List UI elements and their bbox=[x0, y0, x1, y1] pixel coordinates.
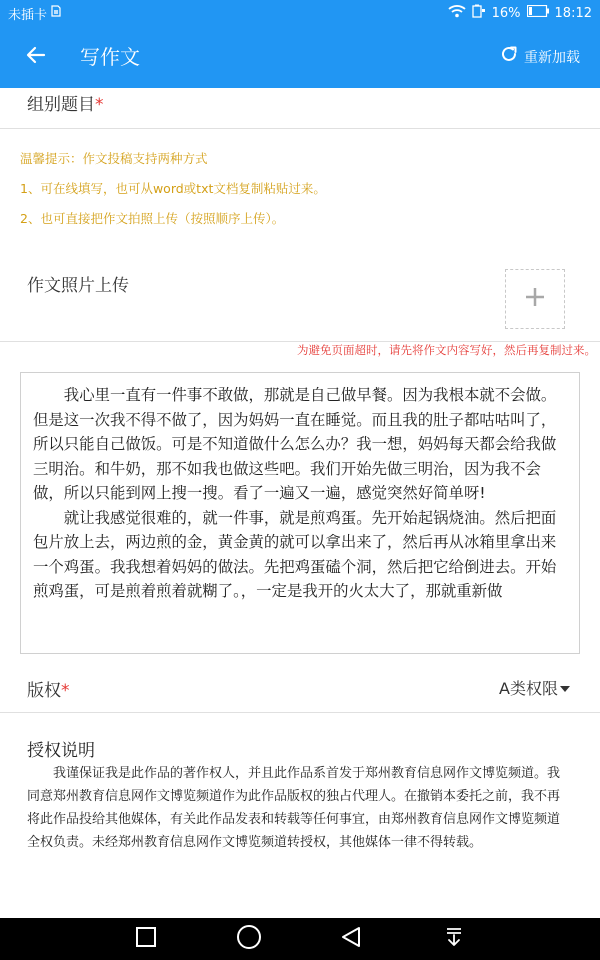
clock: 18:12 bbox=[554, 5, 592, 21]
essay-paragraph-2: 就让我感觉很难的，就一件事，就是煎鸡蛋。先开始起锅烧油。然后把面包片放上去，两边煎的金，黄金黄的就可以拿出来了，然后再从冰箱里拿出来一个鸡蛋。我我想着妈妈的做法。先把鸡蛋磕个洞，然后把它给倒进去。开始煎鸡蛋，可是煎着煎着就糊了。，一定是我开的火太大了，那就重新做 bbox=[33, 508, 557, 600]
nav-recent-button[interactable] bbox=[132, 925, 160, 953]
app-bar bbox=[0, 26, 600, 88]
nav-back-button[interactable] bbox=[337, 925, 365, 953]
status-bar bbox=[0, 0, 600, 26]
photo-upload-label: 作文照片上传 bbox=[27, 276, 129, 296]
copyright-row bbox=[0, 670, 600, 713]
plus-icon bbox=[524, 286, 546, 312]
form-content[interactable] bbox=[0, 88, 600, 918]
nav-notifications-button[interactable] bbox=[440, 925, 468, 953]
nav-home-button[interactable] bbox=[235, 925, 263, 953]
status-bar-left bbox=[8, 4, 61, 23]
copyright-value: A类权限 bbox=[499, 679, 558, 698]
authorization-text: 我谨保证我是此作品的著作权人，并且此作品系首发于郑州教育信息网作文博览频道。我同意郑州教育信息网作文博览频道作为此作品版权的独占代理人。在撤销本委托之前，我不再将此作品投给其他媒体，有关此作品发表和转载等任何事宜，由郑州教育信息网作文博览频道全权负责。未经郑州教育信息网作文博览频道转授权，其他媒体一律不得转载。 bbox=[27, 766, 561, 850]
add-photo-button[interactable] bbox=[505, 269, 565, 329]
pull-down-icon bbox=[443, 926, 465, 952]
essay-textarea[interactable] bbox=[20, 372, 580, 654]
reload-label: 重新加载 bbox=[524, 50, 580, 66]
triangle-back-icon bbox=[340, 926, 362, 952]
group-topic-label: 组别题目* bbox=[27, 95, 104, 115]
system-nav-bar bbox=[0, 918, 600, 960]
refresh-icon bbox=[500, 45, 518, 71]
group-topic-row[interactable] bbox=[0, 88, 600, 129]
tip-line-2: 2、也可直接把作文拍照上传（按照顺序上传）。 bbox=[20, 211, 285, 226]
arrow-left-icon bbox=[26, 45, 46, 69]
square-icon bbox=[135, 926, 157, 952]
back-button[interactable] bbox=[22, 43, 50, 71]
authorization-title: 授权说明 bbox=[27, 741, 95, 761]
required-mark: * bbox=[61, 681, 70, 701]
carrier-label: 未插卡 bbox=[8, 7, 48, 23]
page-title: 写作文 bbox=[80, 45, 140, 69]
circle-icon bbox=[236, 924, 262, 954]
copyright-label: 版权* bbox=[27, 681, 70, 701]
reload-button[interactable] bbox=[500, 45, 580, 71]
caret-down-icon bbox=[560, 678, 570, 697]
timeout-warning: 为避免页面超时，请先将作文内容写好，然后再复制过来。 bbox=[297, 343, 596, 357]
tip-heading: 温馨提示：作文投稿支持两种方式 bbox=[20, 151, 208, 166]
essay-paragraph-1: 我心里一直有一件事不敢做，那就是自己做早餐。因为我根本就不会做。但是这一次我不得不做了，因为妈妈一直在睡觉。而且我的肚子都咕咕叫了，所以只能自己做饭。可是不知道做什么怎么办？我一想，妈妈每天都会给我做三明治。和牛奶，那不如我也做这些吧。我们开始先做三明治，因为我不会做，所以只能到网上搜一搜。看了一遍又一遍，感觉突然好简单呀! bbox=[33, 386, 557, 502]
battery-percent: 16% bbox=[491, 5, 521, 21]
battery-saver-icon bbox=[472, 4, 486, 22]
tip-line-1: 1、可在线填写，也可从word或txt文档复制粘贴过来。 bbox=[20, 181, 326, 196]
battery-icon bbox=[527, 5, 549, 21]
sim-icon bbox=[51, 5, 61, 21]
wifi-icon bbox=[448, 4, 466, 22]
status-bar-right bbox=[448, 4, 592, 22]
copyright-select[interactable] bbox=[499, 676, 570, 699]
required-mark: * bbox=[95, 95, 104, 115]
